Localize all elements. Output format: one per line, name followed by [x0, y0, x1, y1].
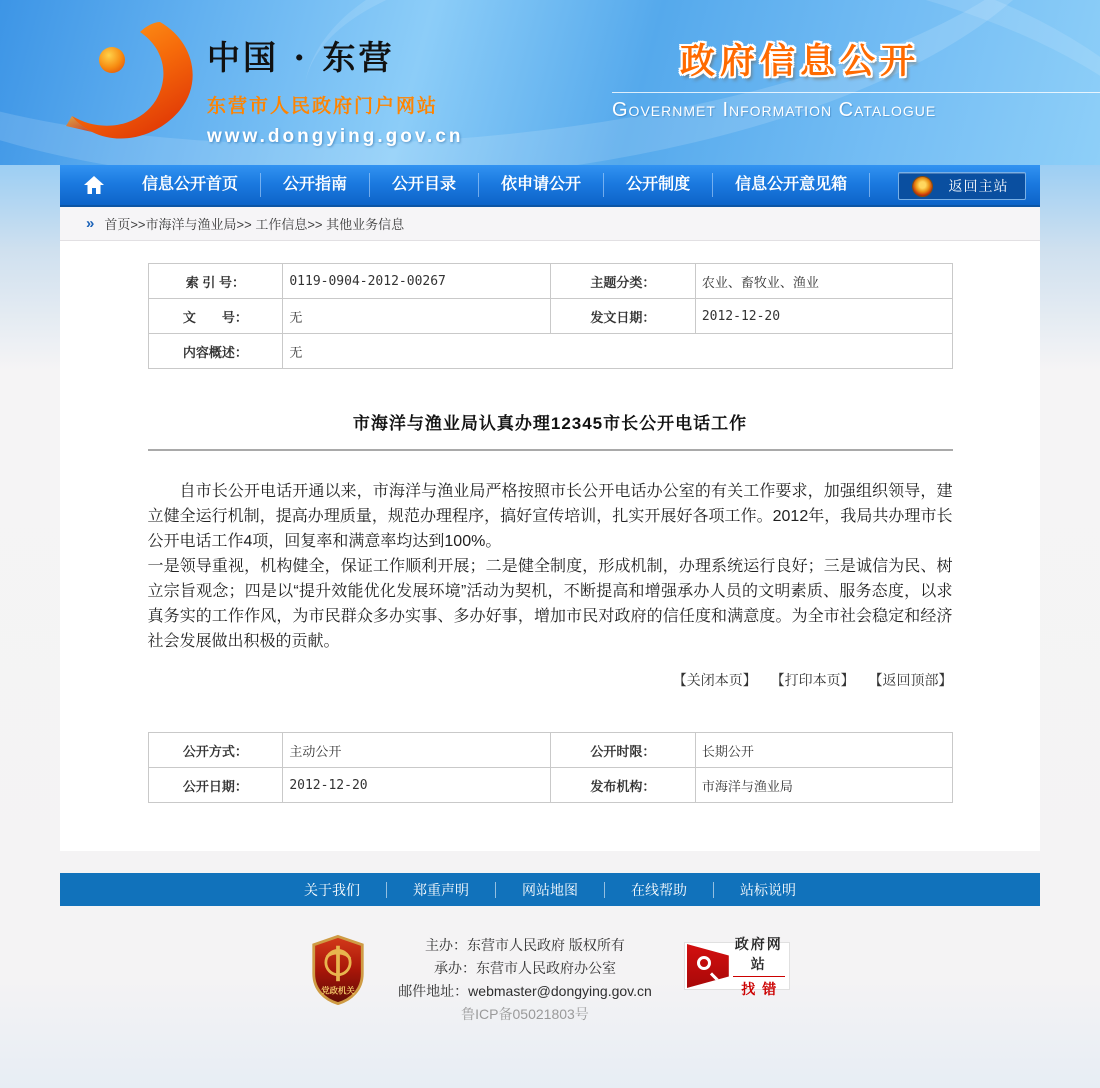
index-number-label: 索 引 号：: [148, 264, 283, 299]
pub-date-value: 2012-12-20: [283, 768, 551, 803]
pub-method-label: 公开方式：: [148, 733, 283, 768]
footer-info: [0, 906, 1100, 1026]
footer-link-logo-info[interactable]: 站标说明: [740, 881, 796, 898]
site-url: www.dongying.gov.cn: [207, 126, 464, 147]
topic-category-label: 主题分类：: [551, 264, 696, 299]
article-body: [148, 479, 953, 654]
footer-link-sitemap[interactable]: 网站地图: [496, 882, 605, 898]
error-report-flag-icon: [687, 944, 729, 988]
footer-link-statement[interactable]: 郑重声明: [387, 882, 496, 898]
close-page-link[interactable]: 【关闭本页】: [672, 672, 757, 688]
footer-text-block: [398, 934, 652, 1026]
index-number-value: 0119-0904-2012-00267: [283, 264, 551, 299]
doc-number-value: 无: [283, 299, 551, 334]
page-title-block: [612, 34, 1100, 122]
pub-org-value: 市海洋与渔业局: [695, 768, 952, 803]
article-paragraph: 自市长公开电话开通以来，市海洋与渔业局严格按照市长公开电话办公室的有关工作要求，加强组织领导，建立健全运行机制，提高办理质量，规范办理程序，搞好宣传培训，扎实开展好各项工作。2012年，我局共办理市长公开电话工作4项，回复率和满意率均达到100%。: [147, 483, 953, 550]
magnifier-icon: [697, 956, 711, 970]
main-navbar: [60, 165, 1040, 207]
article-paragraph: 一是领导重视，机构健全，保证工作顺利开展；二是健全制度，形成机制，办理系统运行良好；三是诚信为民、树立宗旨观念；四是以“提升效能优化发展环境”活动为契机，不断提高和增强承办人员的文明素质、服务态度，以求真务实的工作作风，为市民群众多办实事、多办好事，增加市民对政府的信任度和满意度。为全市社会稳定和经济社会发展做出积极的贡献。: [147, 558, 953, 650]
nav-item-guide[interactable]: 公开指南: [261, 173, 370, 197]
home-icon: [83, 175, 105, 195]
nav-item-catalogue[interactable]: 公开目录: [370, 173, 479, 197]
article-title: 市海洋与渔业局认真办理12345市长公开电话工作: [352, 414, 748, 433]
page-title-english: Governmet Information Catalogue: [612, 99, 937, 121]
error-badge-title: 政府网站: [734, 935, 783, 972]
pub-org-label: 发布机构：: [551, 768, 696, 803]
nav-item-suggestion-box[interactable]: 信息公开意见箱: [713, 173, 870, 197]
error-badge-divider: [733, 976, 785, 977]
page-title: 政府信息公开: [680, 42, 921, 81]
pub-date-label: 公开日期：: [148, 768, 283, 803]
topic-category-value: 农业、畜牧业、渔业: [695, 264, 952, 299]
issue-date-label: 发文日期：: [551, 299, 696, 334]
summary-label: 内容概述：: [148, 334, 283, 369]
home-button[interactable]: [82, 173, 106, 197]
print-page-link[interactable]: 【打印本页】: [770, 672, 855, 688]
breadcrumb-bar: [60, 207, 1040, 241]
nav-item-gongkai-home[interactable]: 信息公开首页: [120, 173, 261, 197]
publication-info-table: [148, 732, 953, 803]
article-title-divider: [148, 449, 953, 451]
pub-period-value: 长期公开: [695, 733, 952, 768]
summary-value: 无: [283, 334, 952, 369]
footer-host-line: 主办：东营市人民政府 版权所有: [425, 937, 625, 953]
back-to-main-site-button[interactable]: [898, 172, 1026, 200]
breadcrumb[interactable]: 首页>>市海洋与渔业局>> 工作信息>> 其他业务信息: [104, 217, 405, 232]
badge-label: 党政机关: [321, 985, 355, 996]
site-subtitle: 东营市人民政府门户网站: [207, 96, 439, 117]
dongying-logo-icon: [62, 18, 197, 148]
chevron-right-icon: »: [86, 215, 95, 232]
pub-method-value: 主动公开: [283, 733, 551, 768]
header-banner: [0, 0, 1100, 165]
back-button-label: 返回主站: [948, 178, 1009, 194]
document-meta-table: [148, 263, 953, 369]
footer-email-line: 邮件地址：webmaster@dongying.gov.cn: [398, 983, 652, 999]
website-error-report-badge[interactable]: [684, 935, 790, 997]
site-logo[interactable]: [62, 18, 464, 148]
pub-period-label: 公开时限：: [551, 733, 696, 768]
party-government-badge-icon[interactable]: [310, 934, 366, 1006]
article-actions: [148, 670, 953, 690]
national-emblem-icon: [913, 177, 932, 196]
title-divider: [612, 92, 1100, 93]
footer-navbar: [60, 873, 1040, 906]
doc-number-label: 文 号：: [148, 299, 283, 334]
site-name: 中国 · 东营: [207, 38, 395, 77]
footer-link-help[interactable]: 在线帮助: [605, 882, 714, 898]
error-badge-action: 找错: [741, 980, 784, 997]
magnifier-handle: [710, 972, 719, 981]
nav-item-rules[interactable]: 公开制度: [604, 173, 713, 197]
content-area: [60, 241, 1040, 851]
footer-link-about[interactable]: 关于我们: [278, 882, 387, 898]
footer-icp-number: 鲁ICP备05021803号: [461, 1006, 589, 1022]
back-to-top-link[interactable]: 【返回顶部】: [868, 672, 953, 688]
footer-organizer-line: 承办：东营市人民政府办公室: [433, 960, 616, 976]
nav-item-apply[interactable]: 依申请公开: [479, 173, 604, 197]
issue-date-value: 2012-12-20: [695, 299, 952, 334]
footer-gap: [0, 851, 1100, 873]
